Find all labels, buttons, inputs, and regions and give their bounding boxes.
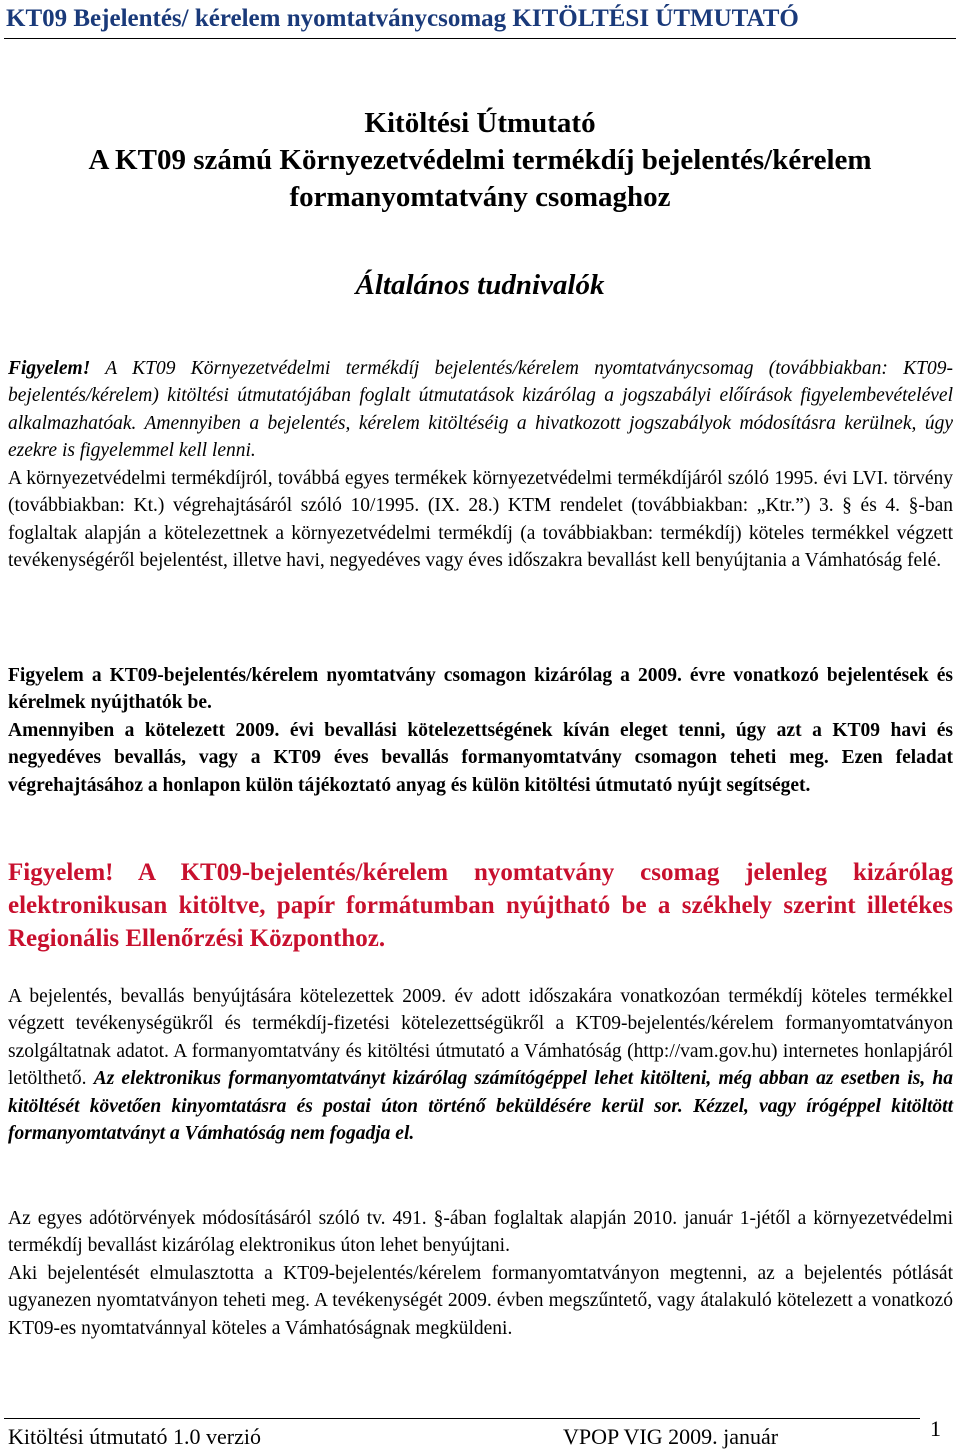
submission-text: A bejelentés, bevallás benyújtására kötelezettek 2009. év adott időszakára vonatkozóan termékdíj köteles termékkel végzett tevékenységükről és termékdíj-fizetési kötelezettségükről a KT09-bejelentés/kérelem formanyomtatványon szolgáltatnak adatot. A formanyomtatvány és kitöltési útmutató a Vámhatóság (http://vam.gov.hu) internetes honlapjáról letölthető. <box>8 986 953 1090</box>
title-line-3: formanyomtatvány csomaghoz <box>289 181 671 213</box>
page-title <box>0 105 960 216</box>
paragraph-electronic-2010: Az egyes adótörvények módosításáról szóló tv. 491. §-ában foglaltak alapján 2010. január 1-jétől a környezetvédelmi termékdíj bevallást kizárólag elektronikus úton lehet benyújtani. <box>8 1208 953 1257</box>
title-line-1: Kitöltési Útmutató <box>364 107 596 139</box>
page-number: 1 <box>930 1416 941 1441</box>
paragraph-late-filing: Aki bejelentését elmulasztotta a KT09-bejelentés/kérelem formanyomtatványon megtenni, az a bejelentés pótlását ugyanezen nyomtatványon teheti meg. A tevékenységét 2009. évben megszűntető, vagy átalakuló kötelezett a vonatkozó KT09-es nyomtatvánnyal köteles a Vámhatóságnak megküldeni. <box>8 1263 953 1339</box>
paragraph-submission <box>8 983 953 1147</box>
warning-electronic-only: Figyelem! A KT09-bejelentés/kérelem nyomtatvány csomag jelenleg kizárólag elektronikusan kitöltve, papír formátumban nyújtható be a székhely szerint illetékes Regionális Ellenőrzési Központhoz. <box>8 859 953 952</box>
section-heading: Általános tudnivalók <box>355 269 605 301</box>
footer-divider <box>4 1418 920 1419</box>
header-divider <box>4 38 956 39</box>
document-header: KT09 Bejelentés/ kérelem nyomtatványcsomag KITÖLTÉSI ÚTMUTATÓ <box>6 5 799 32</box>
footer-version: Kitöltési útmutató 1.0 verzió <box>8 1424 261 1449</box>
footer-date: VPOP VIG 2009. január <box>563 1424 779 1449</box>
paragraph-legal-basis: A környezetvédelmi termékdíjról, továbbá egyes termékek környezetvédelmi termékdíjáról szóló 1995. évi LVI. törvény (továbbiakban: Kt.) végrehajtásáról szóló 10/1995. (IX. 28.) KTM rendelet (továbbiakban: „Ktr.”) 3. § és 4. §-ban foglaltak alapján a kötelezettnek a környezetvédelmi termékdíj (a továbbiakban: termékdíj) köteles termékkel végzett tevékenységéről bejelentést, illetve havi, negyedéves vagy éves időszakra bevallást kell benyújtania a Vámhatóság felé. <box>8 468 953 572</box>
submission-emphasis: Az elektronikus formanyomtatványt kizárólag számítógéppel lehet kitölteni, még abban az esetben is, ha kitöltését követően kinyomtatásra és postai úton történő beküldésére kerül sor. Kézzel, vagy írógéppel kitöltött formanyomtatványt a Vámhatóság nem fogadja el. <box>8 1068 954 1145</box>
paragraph-scope: Figyelem a KT09-bejelentés/kérelem nyomtatvány csomagon kizárólag a 2009. évre vonatkozó bejelentések és kérelmek nyújthatók be. <box>8 665 953 714</box>
title-line-2: A KT09 számú Környezetvédelmi termékdíj bejelentés/kérelem <box>88 144 872 176</box>
paragraph-notice <box>8 355 953 465</box>
notice-label: Figyelem! <box>8 358 91 379</box>
notice-text: A KT09 Környezetvédelmi termékdíj bejelentés/kérelem nyomtatványcsomag (továbbiakban: KT09-bejelentés/kérelem) kitöltési útmutatójában foglalt útmutatások kizárólag a jogszabályi előírások figyelembevételével alkalmazhatóak. Amennyiben a bejelentés, kérelem kitöltéséig a hivatkozott jogszabályok módosításra kerülnek, úgy ezekre is figyelemmel kell lenni. <box>8 358 953 462</box>
paragraph-annual-return: Amennyiben a kötelezett 2009. évi bevallási kötelezettségének kíván eleget tenni, úgy azt a KT09 havi és negyedéves bevallás, vagy a KT09 éves bevallás formanyomtatvány csomagon teheti meg. Ezen feladat végrehajtásához a honlapon külön tájékoztató anyag és külön kitöltési útmutató nyújt segítséget. <box>8 720 953 796</box>
